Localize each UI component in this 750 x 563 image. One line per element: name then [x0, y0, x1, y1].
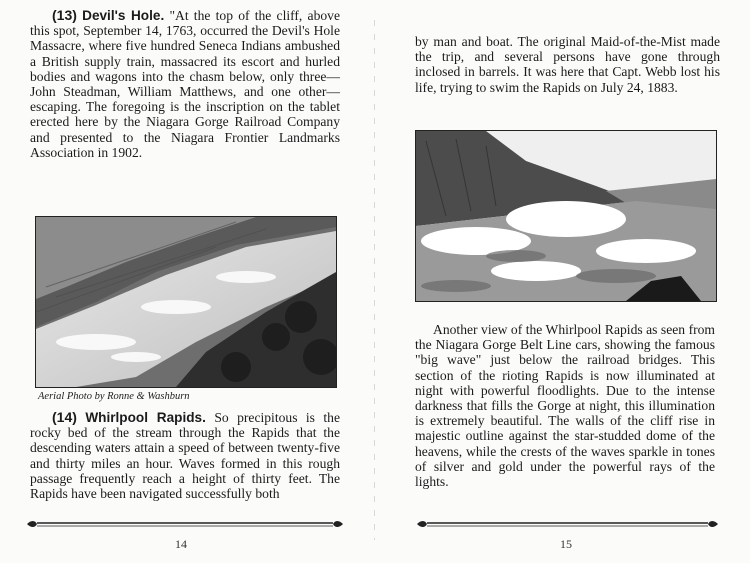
- photo-caption: Aerial Photo by Ronne & Washburn: [38, 391, 190, 402]
- entry-14-text: So precipitous is the rocky bed of the stream through the Rapids that the descending waters attain a speed of between twenty-five and thirty miles an hour. Waves formed in this rough passage frequently reach a height of thirty feet. The Rapids have been navigated successfully both: [30, 410, 340, 502]
- rapids-big-wave-image: [416, 131, 716, 301]
- ornamental-rule-left: [25, 519, 345, 529]
- right-page: [415, 0, 720, 563]
- page-number-14: 14: [175, 537, 187, 551]
- entry-13-number: (13): [52, 7, 77, 23]
- entry-13-heading: Devil's Hole.: [82, 8, 165, 23]
- continued-paragraph: by man and boat. The original Maid-of-the-Mist made the trip, and several persons have gone through inclosed in barrels. It was here that Capt. Webb lost his life, trying to swim the Rapids on July 24, 1883.: [415, 34, 720, 95]
- left-page: [30, 0, 340, 563]
- entry-14-heading: Whirlpool Rapids.: [85, 410, 206, 425]
- ornamental-rule-right: [415, 519, 720, 529]
- rapids-description-paragraph: Another view of the Whirlpool Rapids as seen from the Niagara Gorge Belt Line cars, showing the famous "big wave" just below the railroad bridges. This section of the rioting Rapids is now illuminated at night with powerful floodlights. Due to the intense darkness that fills the Gorge at night, this illumination is extremely beautiful. The walls of the cliff rise in majestic outline against the star-studded dome of the heavens, while the crests of the waves sparkle in tones of silver and gold under the powerful rays of the lights.: [415, 322, 715, 490]
- rapids-photo: [415, 130, 717, 302]
- entry-14-paragraph: [30, 410, 340, 501]
- entry-13-text: "At the top of the cliff, above this spot, September 14, 1763, occurred the Devil's Hole Massacre, where five hundred Seneca Indians ambushed a British supply train, massacred its escort and hurled bodies and wagons into the chasm below, only three—John Steadman, William Matthews, and one other—escaping. The foregoing is the inscription on the tablet erected here by the Niagara Gorge Railroad Company and presented to the Niagara Frontier Landmarks Association in 1902.: [30, 8, 341, 160]
- aerial-rapids-image: [36, 217, 336, 387]
- aerial-rapids-photo: [35, 216, 337, 388]
- entry-14-number: (14): [52, 409, 77, 425]
- page-gutter: [374, 20, 375, 540]
- page-number-15: 15: [560, 537, 572, 551]
- entry-13-paragraph: [30, 8, 340, 160]
